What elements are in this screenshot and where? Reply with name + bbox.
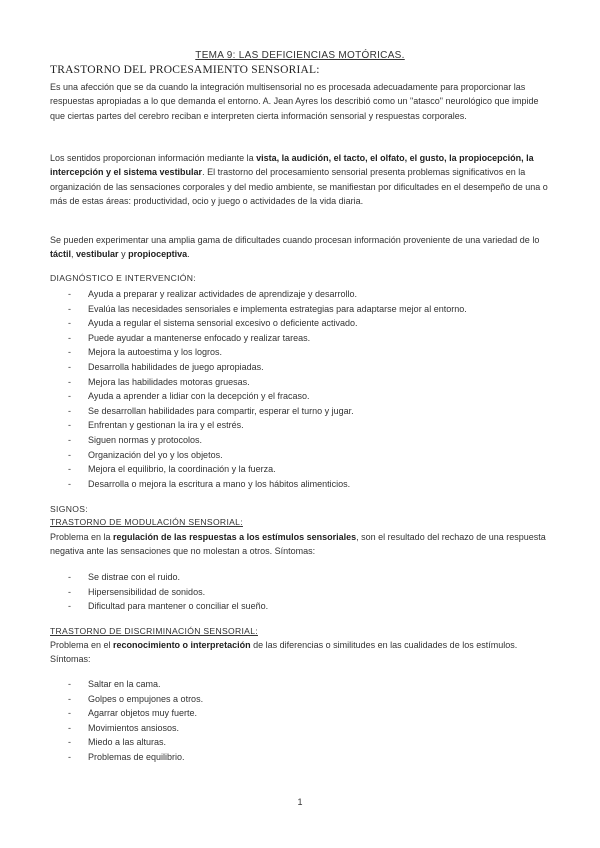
list-item <box>68 345 548 360</box>
text-segment: Problema en el <box>50 640 114 650</box>
bullet-dash: - <box>68 737 71 748</box>
paragraph-dificultades <box>50 233 550 262</box>
list-item-text: Se desarrollan habilidades para compartir, esperar el turno y jugar. <box>88 405 354 416</box>
list-item-text: Enfrentan y gestionan la ira y el estrés. <box>88 420 244 431</box>
list-item-text: Siguen normas y protocolos. <box>88 434 203 445</box>
text-segment: , son el resultado del rechazo de una respuesta negativa ante las sensaciones que no molestan a otros. Síntomas: <box>50 532 546 557</box>
bullet-dash: - <box>68 722 71 733</box>
list-item <box>68 677 548 692</box>
heading-discriminacion: TRASTORNO DE DISCRIMINACIÓN SENSORIAL: <box>50 626 258 636</box>
text-segment: Problema en la <box>50 532 114 542</box>
list-item-text: Desarrolla habilidades de juego apropiadas. <box>88 361 264 372</box>
section-heading-procesamiento: TRASTORNO DEL PROCESAMIENTO SENSORIAL: <box>50 64 320 76</box>
list-item <box>68 316 548 331</box>
bullet-dash: - <box>68 434 71 445</box>
bullet-dash: - <box>68 303 71 314</box>
bold-segment: vestibular <box>76 249 119 260</box>
list-item-text: Mejora la autoestima y los logros. <box>88 347 223 358</box>
bold-segment: reconocimiento o interpretación <box>113 640 251 650</box>
paragraph-intro: Es una afección que se da cuando la integración multisensorial no es procesada adecuadamente para proporcionar las respuestas apropiadas a lo que demanda el entorno. A. Jean Ayres los describió como un "atasco" neurológico que impide que ciertas partes del cerebro reciban e interpreten cierta información sensorial y respuestas corporales. <box>50 82 539 121</box>
bullet-dash: - <box>68 405 71 416</box>
list-item-text: Problemas de equilibrio. <box>88 751 185 762</box>
bullet-dash: - <box>68 601 71 612</box>
text-segment: y <box>118 249 129 260</box>
bullet-dash: - <box>68 693 71 704</box>
list-item-text: Ayuda a preparar y realizar actividades de aprendizaje y desarrollo. <box>88 289 357 299</box>
bold-segment: vista, la audición, el tacto, el olfato, el gusto, la propiocepción, la intercepción y el sistema vestibular <box>50 153 534 178</box>
bullet-dash: - <box>68 391 71 402</box>
list-item-text: Saltar en la cama. <box>88 679 161 689</box>
list-item <box>68 477 548 492</box>
page-number: 1 <box>297 797 303 807</box>
list-item-text: Organización del yo y los objetos. <box>88 449 223 460</box>
bullet-dash: - <box>68 572 71 582</box>
list-item-text: Ayuda a aprender a lidiar con la decepción y el fracaso. <box>88 391 310 402</box>
text-segment: Se pueden experimentar una amplia gama de dificultades cuando procesan información proveniente de una variedad de lo <box>50 235 540 245</box>
list-item <box>68 287 548 302</box>
list-item-text: Evalúa las necesidades sensoriales e implementa estrategias para adaptarse mejor al entorno. <box>88 303 467 314</box>
bold-segment: táctil <box>50 249 72 260</box>
bullet-dash: - <box>68 361 71 372</box>
list-item-text: Movimientos ansiosos. <box>88 722 180 733</box>
list-item <box>68 570 548 585</box>
list-item <box>68 433 548 448</box>
bullet-dash: - <box>68 376 71 387</box>
list-item-text: Ayuda a regular el sistema sensorial excesivo o deficiente activado. <box>88 318 358 329</box>
list-item-text: Se distrae con el ruido. <box>88 572 181 582</box>
bold-segment: regulación de las respuestas a los estímulos sensoriales <box>113 532 357 542</box>
list-item <box>68 735 548 750</box>
list-item <box>68 331 548 346</box>
text-segment: . El trastorno del procesamiento sensorial presenta problemas significativos en la organización de las sensaciones corporales y del medio ambiente, se manifiestan por dificultades en el desempeño de una o más de estas áreas: productividad, ocio y juego o actividades de la vida diaria. <box>50 167 548 207</box>
text-segment: Los sentidos proporcionan información mediante la <box>50 153 257 163</box>
list-item <box>68 721 548 736</box>
paragraph-discriminacion <box>50 638 550 667</box>
bullet-dash: - <box>68 420 71 431</box>
list-item <box>68 389 548 404</box>
list-item-text: Dificultad para mantener o conciliar el sueño. <box>88 601 269 612</box>
list-item-text: Puede ayudar a mantenerse enfocado y realizar tareas. <box>88 332 311 343</box>
list-item <box>68 706 548 721</box>
list-item <box>68 692 548 707</box>
bullet-dash: - <box>68 708 71 719</box>
bullet-dash: - <box>68 751 71 762</box>
list-item-text: Agarrar objetos muy fuerte. <box>88 708 198 719</box>
text-segment: , <box>71 249 77 260</box>
text-segment: de las diferencias o similitudes en las cualidades de los estímulos. Síntomas: <box>50 640 518 665</box>
list-item-text: Mejora las habilidades motoras gruesas. <box>88 376 250 387</box>
paragraph-sentidos <box>50 151 550 209</box>
list-item <box>68 418 548 433</box>
list-item <box>68 448 548 463</box>
bullet-dash: - <box>68 478 71 489</box>
list-item-text: Golpes o empujones a otros. <box>88 693 204 704</box>
list-item <box>68 462 548 477</box>
bold-segment: propioceptiva <box>128 249 188 260</box>
bullet-dash: - <box>68 679 71 689</box>
paragraph-modulacion <box>50 530 550 559</box>
list-item <box>68 599 548 614</box>
list-item <box>68 585 548 600</box>
bullet-dash: - <box>68 318 71 329</box>
list-item <box>68 375 548 390</box>
bullet-dash: - <box>68 464 71 475</box>
heading-modulacion: TRASTORNO DE MODULACIÓN SENSORIAL: <box>50 517 243 527</box>
list-diagnostico <box>68 287 548 491</box>
list-item <box>68 750 548 765</box>
list-discriminacion <box>68 677 548 765</box>
bullet-dash: - <box>68 332 71 343</box>
list-item-text: Miedo a las alturas. <box>88 737 167 748</box>
list-item-text: Mejora el equilibrio, la coordinación y la fuerza. <box>88 464 276 475</box>
page-title: TEMA 9: LAS DEFICIENCIAS MOTÓRICAS. <box>195 50 405 61</box>
list-item <box>68 360 548 375</box>
list-item-text: Desarrolla o mejora la escritura a mano y los hábitos alimenticios. <box>88 478 351 489</box>
heading-signos: SIGNOS: <box>50 504 88 514</box>
list-modulacion <box>68 570 548 614</box>
list-item <box>68 302 548 317</box>
heading-diagnostico: DIAGNÓSTICO E INTERVENCIÓN: <box>50 273 196 283</box>
bullet-dash: - <box>68 289 71 299</box>
list-item <box>68 404 548 419</box>
bullet-dash: - <box>68 586 71 597</box>
bullet-dash: - <box>68 347 71 358</box>
bullet-dash: - <box>68 449 71 460</box>
list-item-text: Hipersensibilidad de sonidos. <box>88 586 206 597</box>
text-segment: . <box>187 249 190 260</box>
